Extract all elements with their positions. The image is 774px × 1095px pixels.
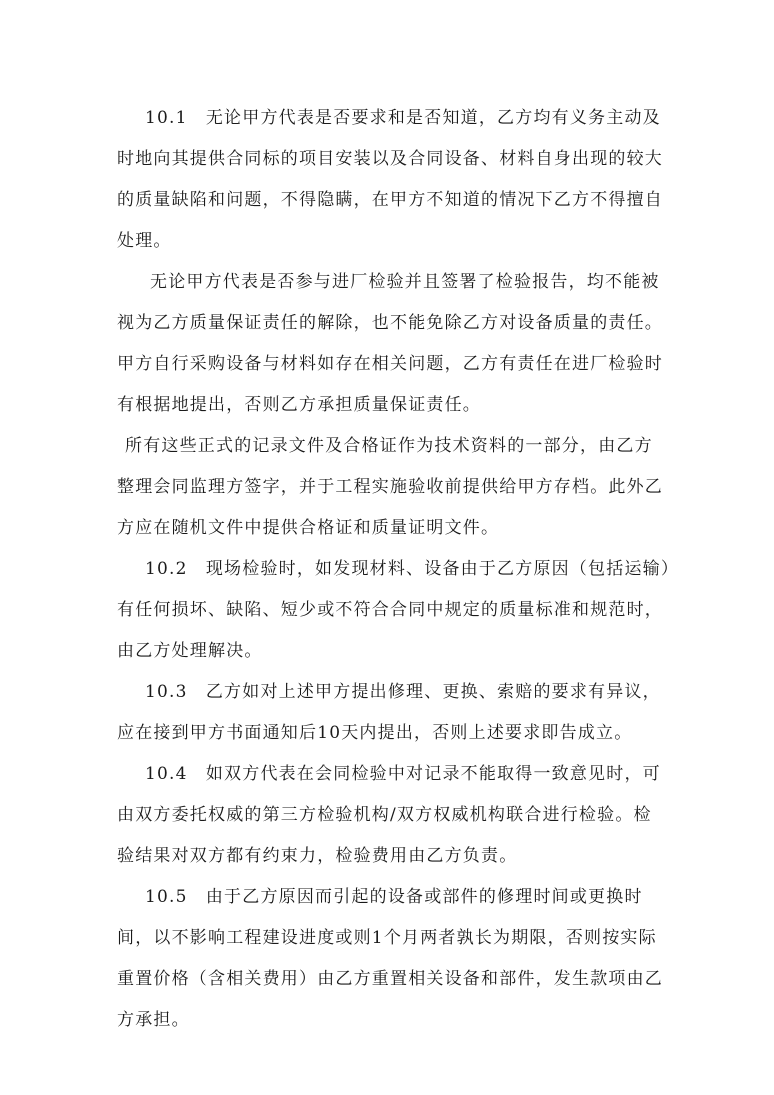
clause-10-5-line-1: 10.5 由于乙方原因而引起的设备或部件的修理时间或更换时 <box>145 887 643 907</box>
paragraph-inspection-line-3: 甲方自行采购设备与材料如存在相关问题，乙方有责任在进厂检验时 <box>117 354 663 374</box>
clause-10-1-line-2: 时地向其提供合同标的项目安装以及合同设备、材料自身出现的较大 <box>117 149 663 169</box>
paragraph-records-line-1: 所有这些正式的记录文件及合格证作为技术资料的一部分，由乙方 <box>125 436 653 456</box>
clause-10-2-line-1: 10.2 现场检验时，如发现材料、设备由于乙方原因（包括运输） <box>145 559 680 579</box>
clause-10-5-line-4: 方承担。 <box>117 1010 190 1030</box>
paragraph-inspection-line-2: 视为乙方质量保证责任的解除，也不能免除乙方对设备质量的责任。 <box>117 313 663 333</box>
paragraph-records-line-3: 方应在随机文件中提供合格证和质量证明文件。 <box>117 518 500 538</box>
clause-10-1-line-1: 10.1 无论甲方代表是否要求和是否知道，乙方均有义务主动及 <box>145 108 661 128</box>
clause-10-5-line-2: 间，以不影响工程建设进度或则1个月两者孰长为期限，否则按实际 <box>117 928 657 948</box>
clause-10-2-line-2: 有任何损坏、缺陷、短少或不符合合同中规定的质量标准和规范时， <box>117 600 663 620</box>
clause-10-1-line-3: 的质量缺陷和问题，不得隐瞒，在甲方不知道的情况下乙方不得擅自 <box>117 190 663 210</box>
clause-10-3-line-2: 应在接到甲方书面通知后10天内提出，否则上述要求即告成立。 <box>117 723 633 743</box>
clause-10-4-line-1: 10.4 如双方代表在会同检验中对记录不能取得一致意见时，可 <box>145 764 661 784</box>
paragraph-inspection-line-1: 无论甲方代表是否参与进厂检验并且签署了检验报告，均不能被 <box>150 272 660 292</box>
clause-10-4-line-3: 验结果对双方都有约束力，检验费用由乙方负责。 <box>117 846 518 866</box>
paragraph-records-line-2: 整理会同监理方签字，并于工程实施验收前提供给甲方存档。此外乙 <box>117 477 663 497</box>
clause-10-4-line-2: 由双方委托权威的第三方检验机构/双方权威机构联合进行检验。检 <box>117 805 652 825</box>
clause-10-2-line-3: 由乙方处理解决。 <box>117 641 263 661</box>
clause-10-1-line-4: 处理。 <box>117 231 172 251</box>
paragraph-inspection-line-4: 有根据地提出，否则乙方承担质量保证责任。 <box>117 395 481 415</box>
clause-10-5-line-3: 重置价格（含相关费用）由乙方重置相关设备和部件，发生款项由乙 <box>117 969 663 989</box>
clause-10-3-line-1: 10.3 乙方如对上述甲方提出修理、更换、索赔的要求有异议， <box>145 682 661 702</box>
